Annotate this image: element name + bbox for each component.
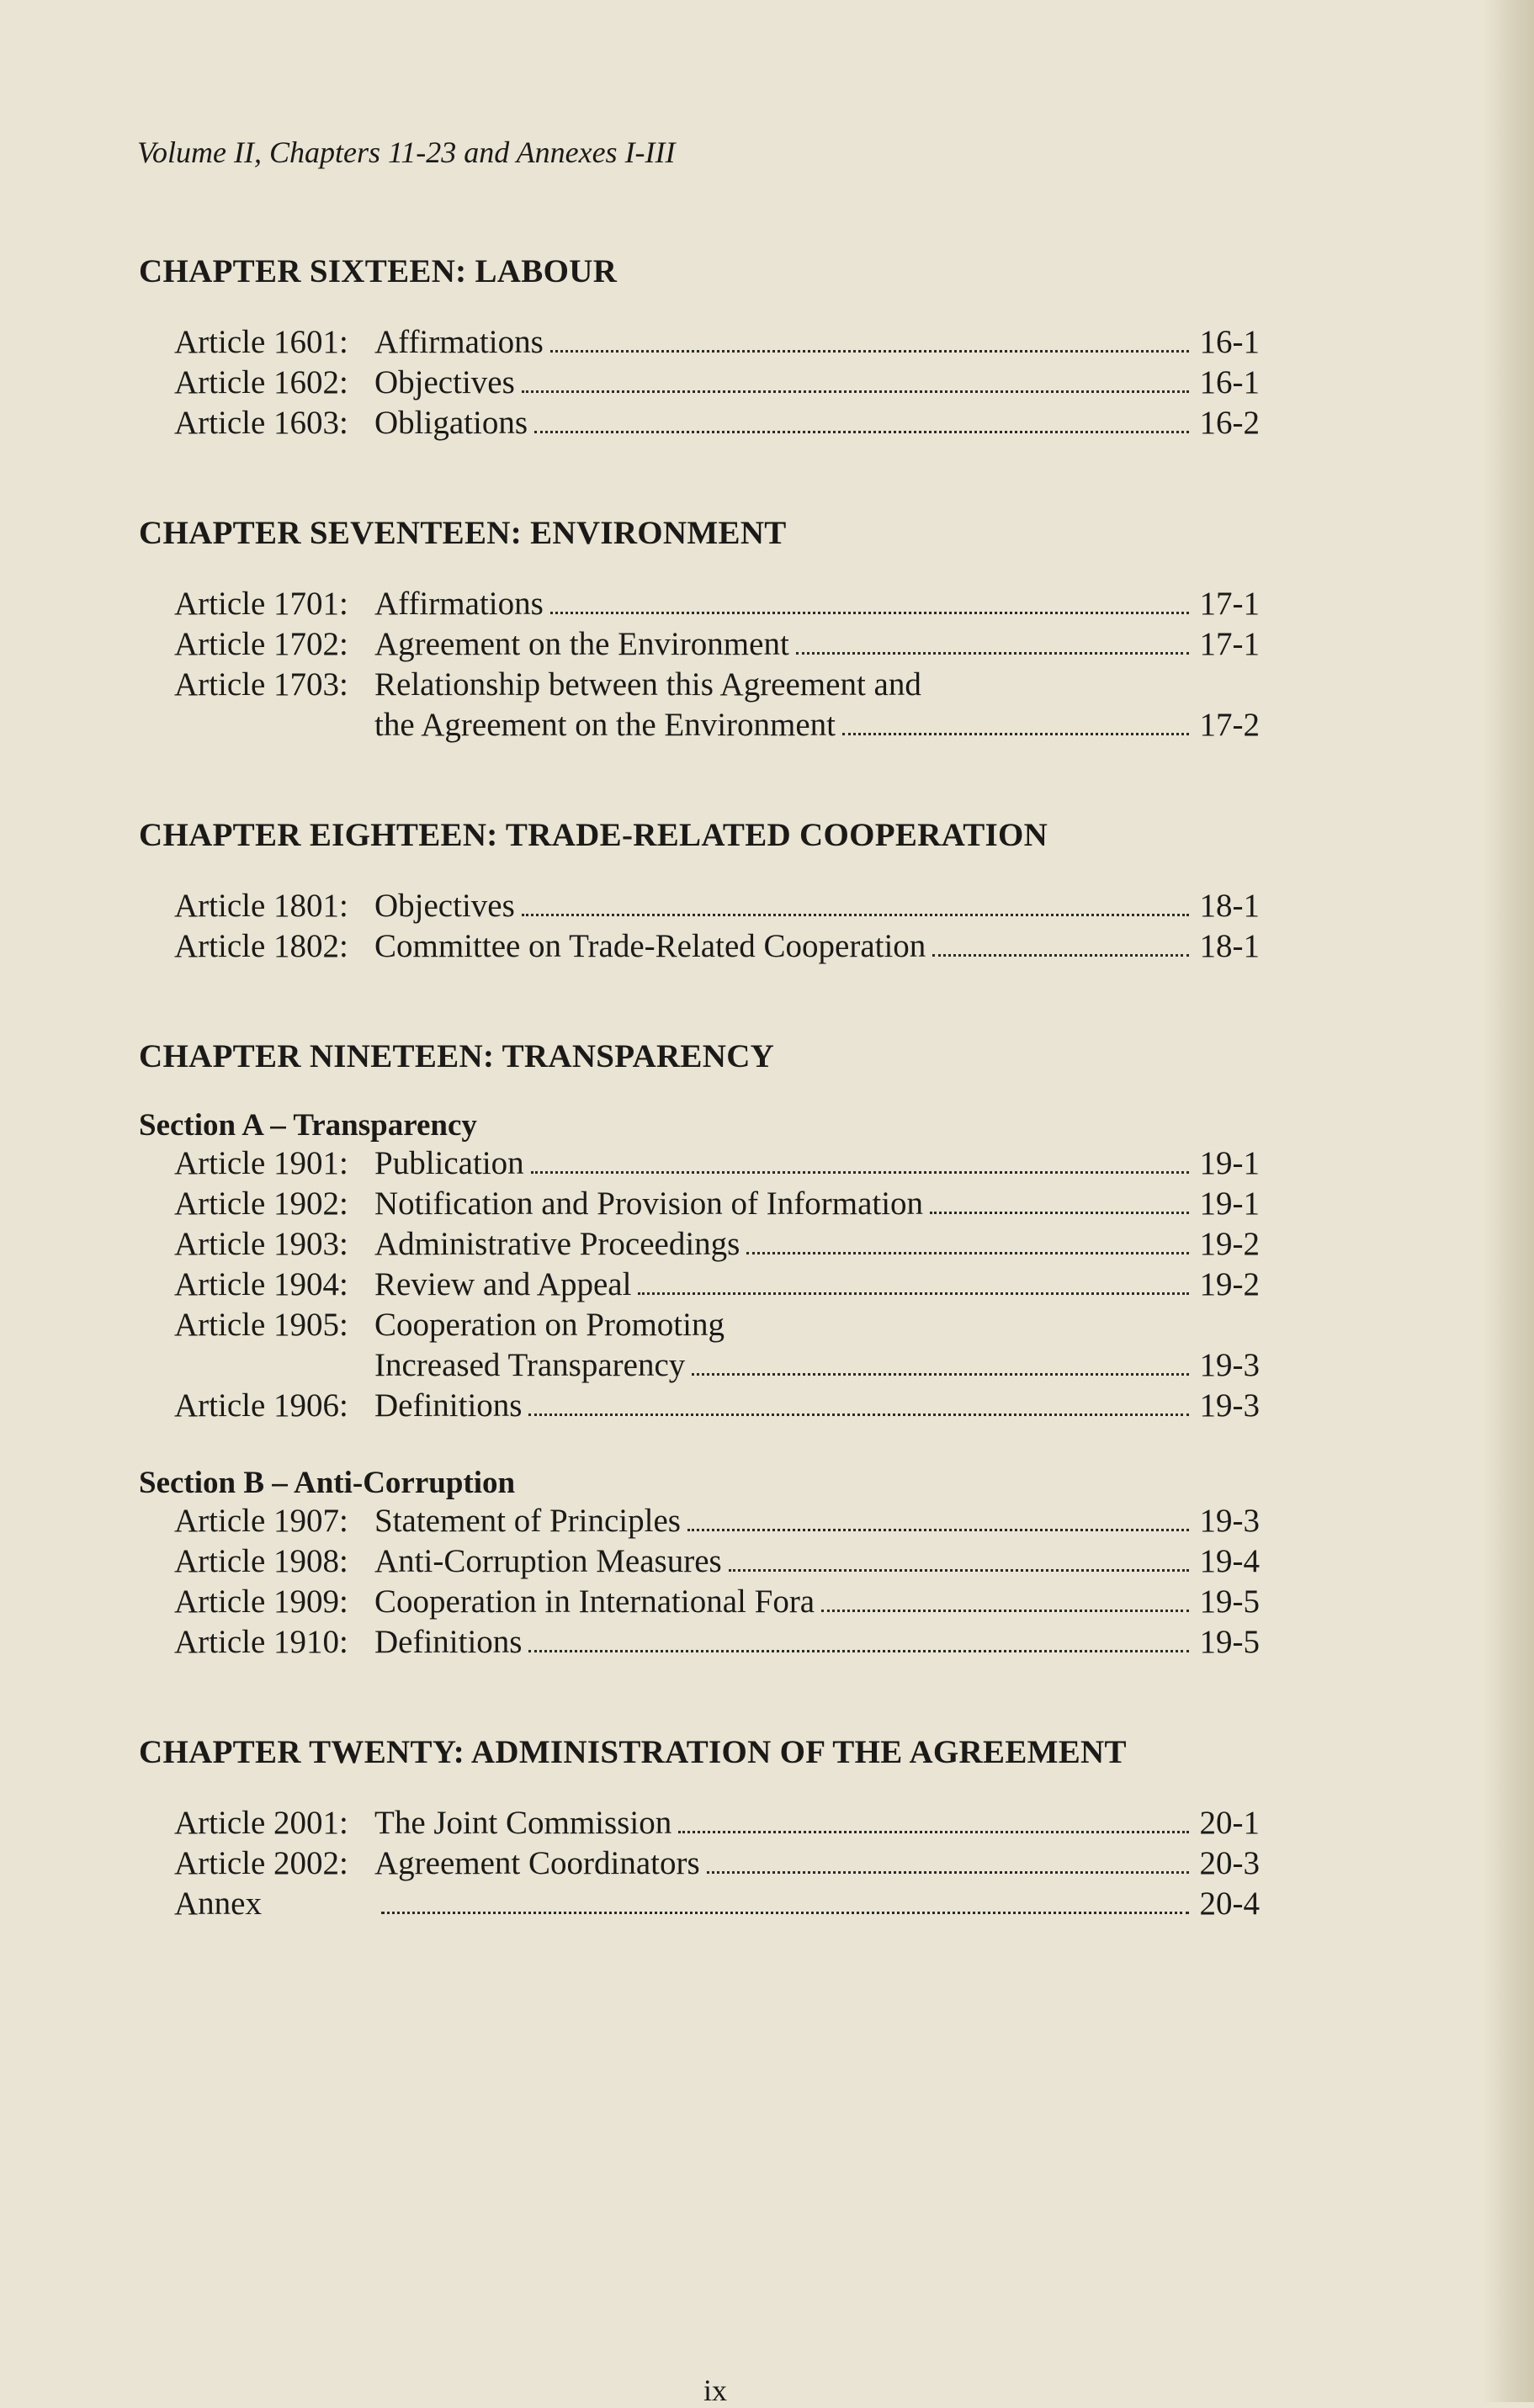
article-number: Article 1601: [174,324,348,360]
page-number: 19-3 [1199,1387,1260,1424]
entry-title-text: Agreement Coordinators [374,1845,700,1881]
dot-leader [678,1831,1189,1833]
entry-title-line [374,1184,1260,1224]
article-number: Article 1908: [174,1543,348,1579]
toc-entry [139,1386,1260,1426]
article-number: Article 1702: [174,626,348,662]
section-title: Section B – Anti-Corruption [139,1466,516,1500]
entry-title [374,1265,1260,1305]
entry-title-text: Definitions [374,1387,523,1424]
entry-title [374,1501,1260,1541]
page-number: 20-1 [1199,1805,1260,1841]
article-number: Article 2001: [174,1805,348,1841]
entry-title-line [374,1386,1260,1426]
article-number: Article 1905: [174,1307,348,1343]
entry-title-text: Definitions [374,1624,523,1660]
entry-title-text: Publication [374,1145,524,1181]
entry-title [374,584,1260,624]
entry-title-line [374,926,1260,967]
entry-title-line [374,886,1260,926]
chapter-title: CHAPTER EIGHTEEN: TRADE-RELATED COOPERATION [139,817,1048,853]
toc-entry [139,1184,1260,1224]
dot-leader [531,1171,1189,1174]
entry-title-line [374,1803,1260,1843]
entry-title [374,322,1260,363]
article-number: Article 1901: [174,1145,348,1181]
entry-title [374,1386,1260,1426]
dot-leader [930,1212,1189,1214]
dot-leader [932,954,1189,957]
entry-title [374,1184,1260,1224]
page-number: 20-3 [1199,1845,1260,1881]
toc-entry [139,1305,1260,1386]
entry-title-line [374,1622,1260,1663]
entry-title-line [374,624,1260,665]
dot-leader [522,914,1189,916]
toc-entry [139,322,1260,363]
entry-title-line [374,403,1260,443]
entry-title-text: Committee on Trade-Related Cooperation [374,928,926,964]
article-number: Article 1904: [174,1266,348,1302]
entry-title-line [374,1143,1260,1184]
toc-entry [139,665,1260,745]
page-number: 20-4 [1199,1886,1260,1922]
chapter-block [139,816,1260,967]
entry-title-line [374,1582,1260,1622]
page-number: 19-1 [1199,1185,1260,1222]
page-number: 19-3 [1199,1347,1260,1383]
page-number: 18-1 [1199,928,1260,964]
entry-title-text: Obligations [374,405,528,441]
entry-title-text: Cooperation in International Fora [374,1583,815,1620]
article-number: Article 1902: [174,1185,348,1222]
article-number: Article 1903: [174,1226,348,1262]
entry-title [374,1884,1260,1924]
toc-entry [139,886,1260,926]
entry-title-line [374,584,1260,624]
entry-title-text: Cooperation on Promoting [374,1307,725,1343]
chapter-title: CHAPTER SEVENTEEN: ENVIRONMENT [139,515,787,551]
page-number: 17-2 [1199,707,1260,743]
entry-title-text: Objectives [374,888,515,924]
entry-title-text: Affirmations [374,586,544,622]
article-number: Article 1703: [174,666,348,703]
page-number: 19-2 [1199,1226,1260,1262]
toc-entry [139,1843,1260,1884]
article-number: Annex [174,1886,262,1922]
dot-leader [796,652,1189,655]
entry-title-line [374,1501,1260,1541]
chapter-block [139,1037,1260,1663]
page-number: 19-1 [1199,1145,1260,1181]
entry-title-text: Statement of Principles [374,1503,681,1539]
chapter-title: CHAPTER TWENTY: ADMINISTRATION OF THE AGREEMENT [139,1734,1127,1770]
page-number: 17-1 [1199,586,1260,622]
entry-title-line [374,665,1260,705]
dot-leader [381,1912,1189,1914]
entry-title [374,363,1260,403]
toc-entry [139,1143,1260,1184]
running-head: Volume II, Chapters 11-23 and Annexes I-III [137,135,676,169]
entry-title [374,1541,1260,1582]
dot-leader [729,1569,1189,1572]
section-title: Section A – Transparency [139,1108,477,1143]
dot-leader [550,612,1189,614]
entry-title [374,926,1260,967]
chapter-title: CHAPTER SIXTEEN: LABOUR [139,253,618,289]
entry-title-text: Increased Transparency [374,1347,686,1383]
entry-title-text: Relationship between this Agreement and [374,666,921,703]
page-number: 19-3 [1199,1503,1260,1539]
entry-title [374,1803,1260,1843]
page-number: 17-1 [1199,626,1260,662]
dot-leader [687,1529,1189,1531]
entry-title [374,403,1260,443]
dot-leader [746,1252,1189,1254]
entry-title-text: Anti-Corruption Measures [374,1543,722,1579]
toc-entry [139,1803,1260,1843]
entry-title-line [374,1843,1260,1884]
article-number: Article 1802: [174,928,348,964]
toc-entry [139,1501,1260,1541]
entry-title-text: Affirmations [374,324,544,360]
table-of-contents [139,252,1260,1995]
entry-title-line [374,363,1260,403]
chapter-block [139,514,1260,745]
article-number: Article 1701: [174,586,348,622]
article-number: Article 1907: [174,1503,348,1539]
entry-title-text: Administrative Proceedings [374,1226,740,1262]
entry-title-line [374,1345,1260,1386]
dot-leader [692,1373,1189,1376]
entry-title [374,1224,1260,1265]
entry-title-line [374,1224,1260,1265]
toc-entry [139,926,1260,967]
toc-entry [139,584,1260,624]
entry-title [374,624,1260,665]
article-number: Article 1603: [174,405,348,441]
dot-leader [534,431,1189,433]
dot-leader [528,1650,1189,1652]
dot-leader [707,1871,1189,1874]
dot-leader [550,350,1189,353]
article-number: Article 1801: [174,888,348,924]
dot-leader [842,733,1189,735]
entry-title-line [374,1265,1260,1305]
article-number: Article 1909: [174,1583,348,1620]
page-number: 16-1 [1199,364,1260,400]
dot-leader [821,1610,1189,1612]
toc-entry [139,1884,1260,1924]
entry-title [374,1843,1260,1884]
dot-leader [638,1292,1189,1295]
page-number: 19-4 [1199,1543,1260,1579]
dot-leader [522,390,1189,393]
entry-title-text: Notification and Provision of Information [374,1185,924,1222]
section-block [139,1465,1260,1663]
entry-title-text: the Agreement on the Environment [374,707,836,743]
dot-leader [528,1414,1189,1416]
entry-title-text: Review and Appeal [374,1266,632,1302]
chapter-block [139,1733,1260,1924]
entry-title [374,1143,1260,1184]
toc-entry [139,624,1260,665]
toc-entry [139,1582,1260,1622]
article-number: Article 1906: [174,1387,348,1424]
page-number: 19-5 [1199,1624,1260,1660]
entry-title-line [374,1305,1260,1345]
section-block [139,1107,1260,1426]
entry-title [374,1622,1260,1663]
entry-title-text: Agreement on the Environment [374,626,789,662]
toc-entry [139,1265,1260,1305]
entry-title-line [374,705,1260,745]
article-number: Article 2002: [174,1845,348,1881]
entry-title-text: The Joint Commission [374,1805,672,1841]
toc-entry [139,363,1260,403]
entry-title [374,1582,1260,1622]
chapter-title: CHAPTER NINETEEN: TRANSPARENCY [139,1038,775,1074]
page-folio: ix [703,2374,727,2407]
page-number: 16-2 [1199,405,1260,441]
toc-entry [139,1224,1260,1265]
chapter-block [139,252,1260,443]
toc-entry [139,1541,1260,1582]
entry-title [374,886,1260,926]
entry-title [374,665,1260,745]
binding-edge-shadow [1484,0,1534,2402]
page-number: 16-1 [1199,324,1260,360]
entry-title-line [374,1884,1260,1924]
article-number: Article 1910: [174,1624,348,1660]
page-number: 19-2 [1199,1266,1260,1302]
page-number: 19-5 [1199,1583,1260,1620]
toc-entry [139,1622,1260,1663]
entry-title-line [374,322,1260,363]
entry-title-line [374,1541,1260,1582]
page-number: 18-1 [1199,888,1260,924]
toc-entry [139,403,1260,443]
article-number: Article 1602: [174,364,348,400]
entry-title [374,1305,1260,1386]
entry-title-text: Objectives [374,364,515,400]
